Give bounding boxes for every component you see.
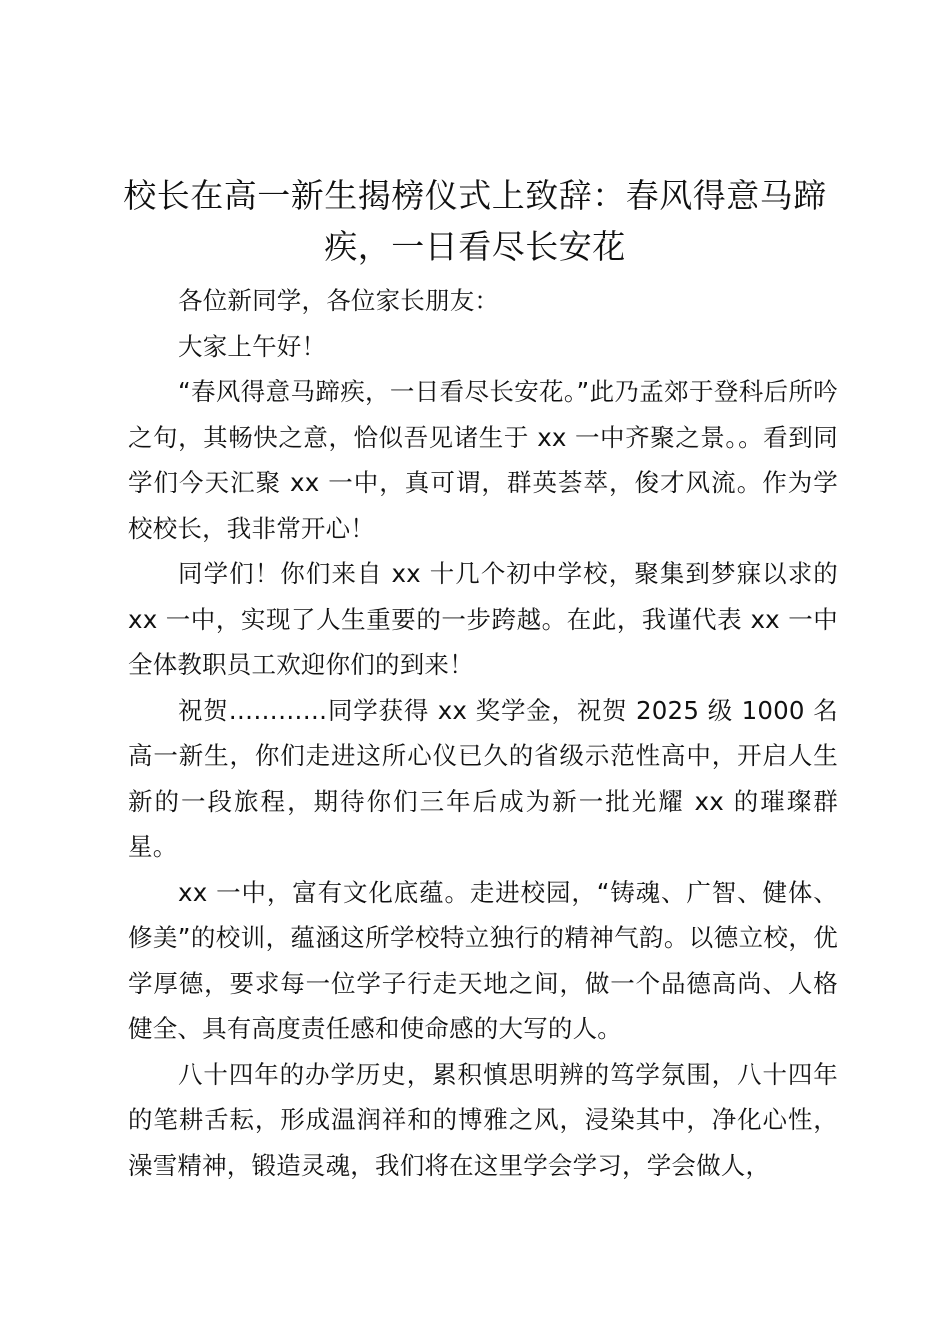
body-paragraph: xx 一中，富有文化底蕴。走进校园，“铸魂、广智、健体、修美”的校训，蕴涵这所学校特立独行的精神气韵。以德立校，优学厚德，要求每一位学子行走天地之间，做一个品德高尚、人格健全、具有高度责任感和使命感的大写的人。	[128, 877, 838, 1043]
body-paragraph: “春风得意马蹄疾，一日看尽长安花。”此乃孟郊于登科后所吟之句，其畅快之意，恰似吾见诸生于 xx 一中齐聚之景。。看到同学们今天汇聚 xx 一中，真可谓，群英荟萃，俊才风流。作为学校校长，我非常开心！	[128, 377, 838, 543]
body-paragraph: 祝贺…………同学获得 xx 奖学金，祝贺 2025 级 1000 名高一新生，你们走进这所心仪已久的省级示范性高中，开启人生新的一段旅程，期待你们三年后成为新一批光耀 xx 的璀璨群星。	[128, 695, 838, 861]
salutation-paragraph: 各位新同学，各位家长朋友：	[178, 286, 500, 315]
body-paragraph: 八十四年的办学历史，累积慎思明辨的笃学氛围，八十四年的笔耕舌耘，形成温润祥和的博雅之风，浸染其中，净化心性，澡雪精神，锻造灵魂，我们将在这里学会学习，学会做人，	[128, 1059, 838, 1180]
document-body	[128, 278, 838, 1188]
body-paragraph: 同学们！你们来自 xx 十几个初中学校，聚集到梦寐以求的 xx 一中，实现了人生重要的一步跨越。在此，我谨代表 xx 一中全体教职员工欢迎你们的到来！	[128, 559, 838, 679]
document-title: 校长在高一新生揭榜仪式上致辞：春风得意马蹄疾，一日看尽长安花	[123, 176, 827, 266]
greeting-paragraph: 大家上午好！	[178, 331, 327, 361]
